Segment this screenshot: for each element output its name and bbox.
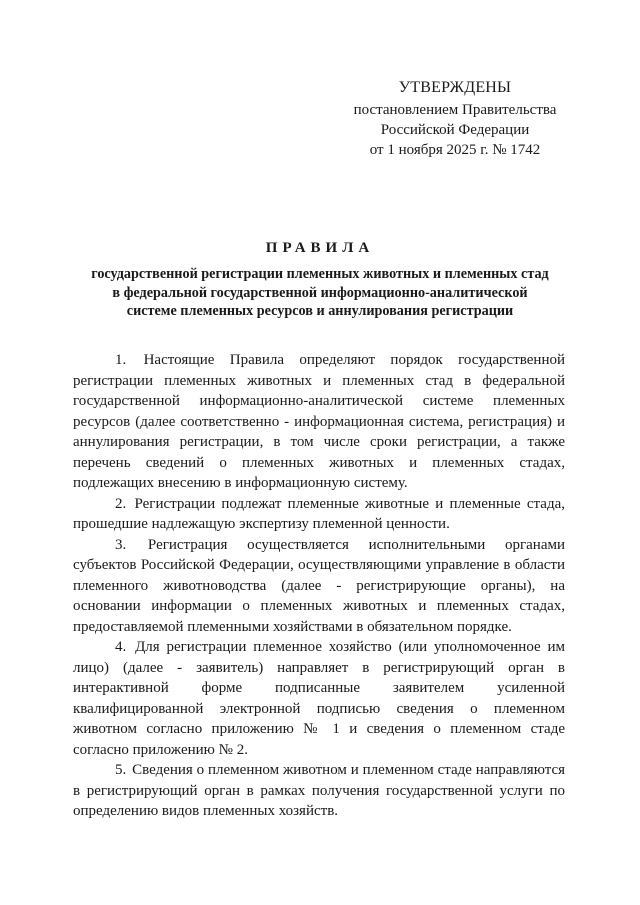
- approval-block: [330, 78, 580, 160]
- document-body: [73, 350, 565, 822]
- paragraph-text: Настоящие Правила определяют порядок государственной регистрации племенных животных и племенных стад в федеральной государственной информационно-аналитической системе племенных ресурсов (далее соответственно - информационная система, регистрация) и аннулирования регистрации, в том числе сроки регистрации, а также перечень сведений о племенных животных и племенных стадах, подлежащих внесению в информационную систему.: [73, 352, 566, 491]
- paragraph-3: [73, 535, 565, 638]
- paragraph-number: 4.: [115, 639, 127, 655]
- approval-heading: УТВЕРЖДЕНЫ: [398, 79, 512, 96]
- subtitle-line-1: государственной регистрации племенных животных и племенных стад: [91, 266, 549, 282]
- paragraph-1: [73, 350, 565, 494]
- paragraph-text: Для регистрации племенное хозяйство (или уполномоченное им лицо) (далее - заявитель) направляет в регистрирующий орган в интерактивной форме подписанные заявителем усиленной квалифицированной электронной подписью сведения о племенном животном согласно приложению № 1 и сведения о племенном стаде согласно приложению № 2.: [73, 639, 566, 758]
- subtitle-line-3: системе племенных ресурсов и аннулирования регистрации: [126, 303, 514, 319]
- subtitle-line-2: в федеральной государственной информационно-аналитической: [112, 284, 528, 301]
- paragraph-text: Сведения о племенном животном и племенном стаде направляются в регистрирующий орган в рамках получения государственной услуги по определению видов племенных хозяйств.: [73, 762, 566, 819]
- paragraph-number: 1.: [115, 352, 127, 368]
- approval-line-3: от 1 ноября 2025 г. № 1742: [369, 142, 541, 158]
- document-subtitle: [60, 265, 580, 321]
- paragraph-text: Регистрация осуществляется исполнительными органами субъектов Российской Федерации, осуществляющими управление в области племенного животноводства (далее - регистрирующие органы), на основании информации о племенных животных и племенных стадах, предоставляемой племенными хозяйствами в обязательном порядке.: [73, 536, 565, 635]
- document-title: ПРАВИЛА: [265, 240, 375, 256]
- paragraph-text: Регистрации подлежат племенные животные и племенные стада, прошедшие надлежащую экспертизу племенной ценности.: [73, 495, 565, 532]
- paragraph-number: 5.: [115, 762, 127, 778]
- approval-line-1: постановлением Правительства: [353, 102, 557, 118]
- paragraph-4: [73, 637, 565, 760]
- paragraph-number: 2.: [115, 495, 127, 512]
- paragraph-number: 3.: [115, 536, 127, 553]
- approval-line-2: Российской Федерации: [380, 122, 530, 138]
- paragraph-5: [73, 760, 565, 822]
- paragraph-2: [73, 494, 565, 535]
